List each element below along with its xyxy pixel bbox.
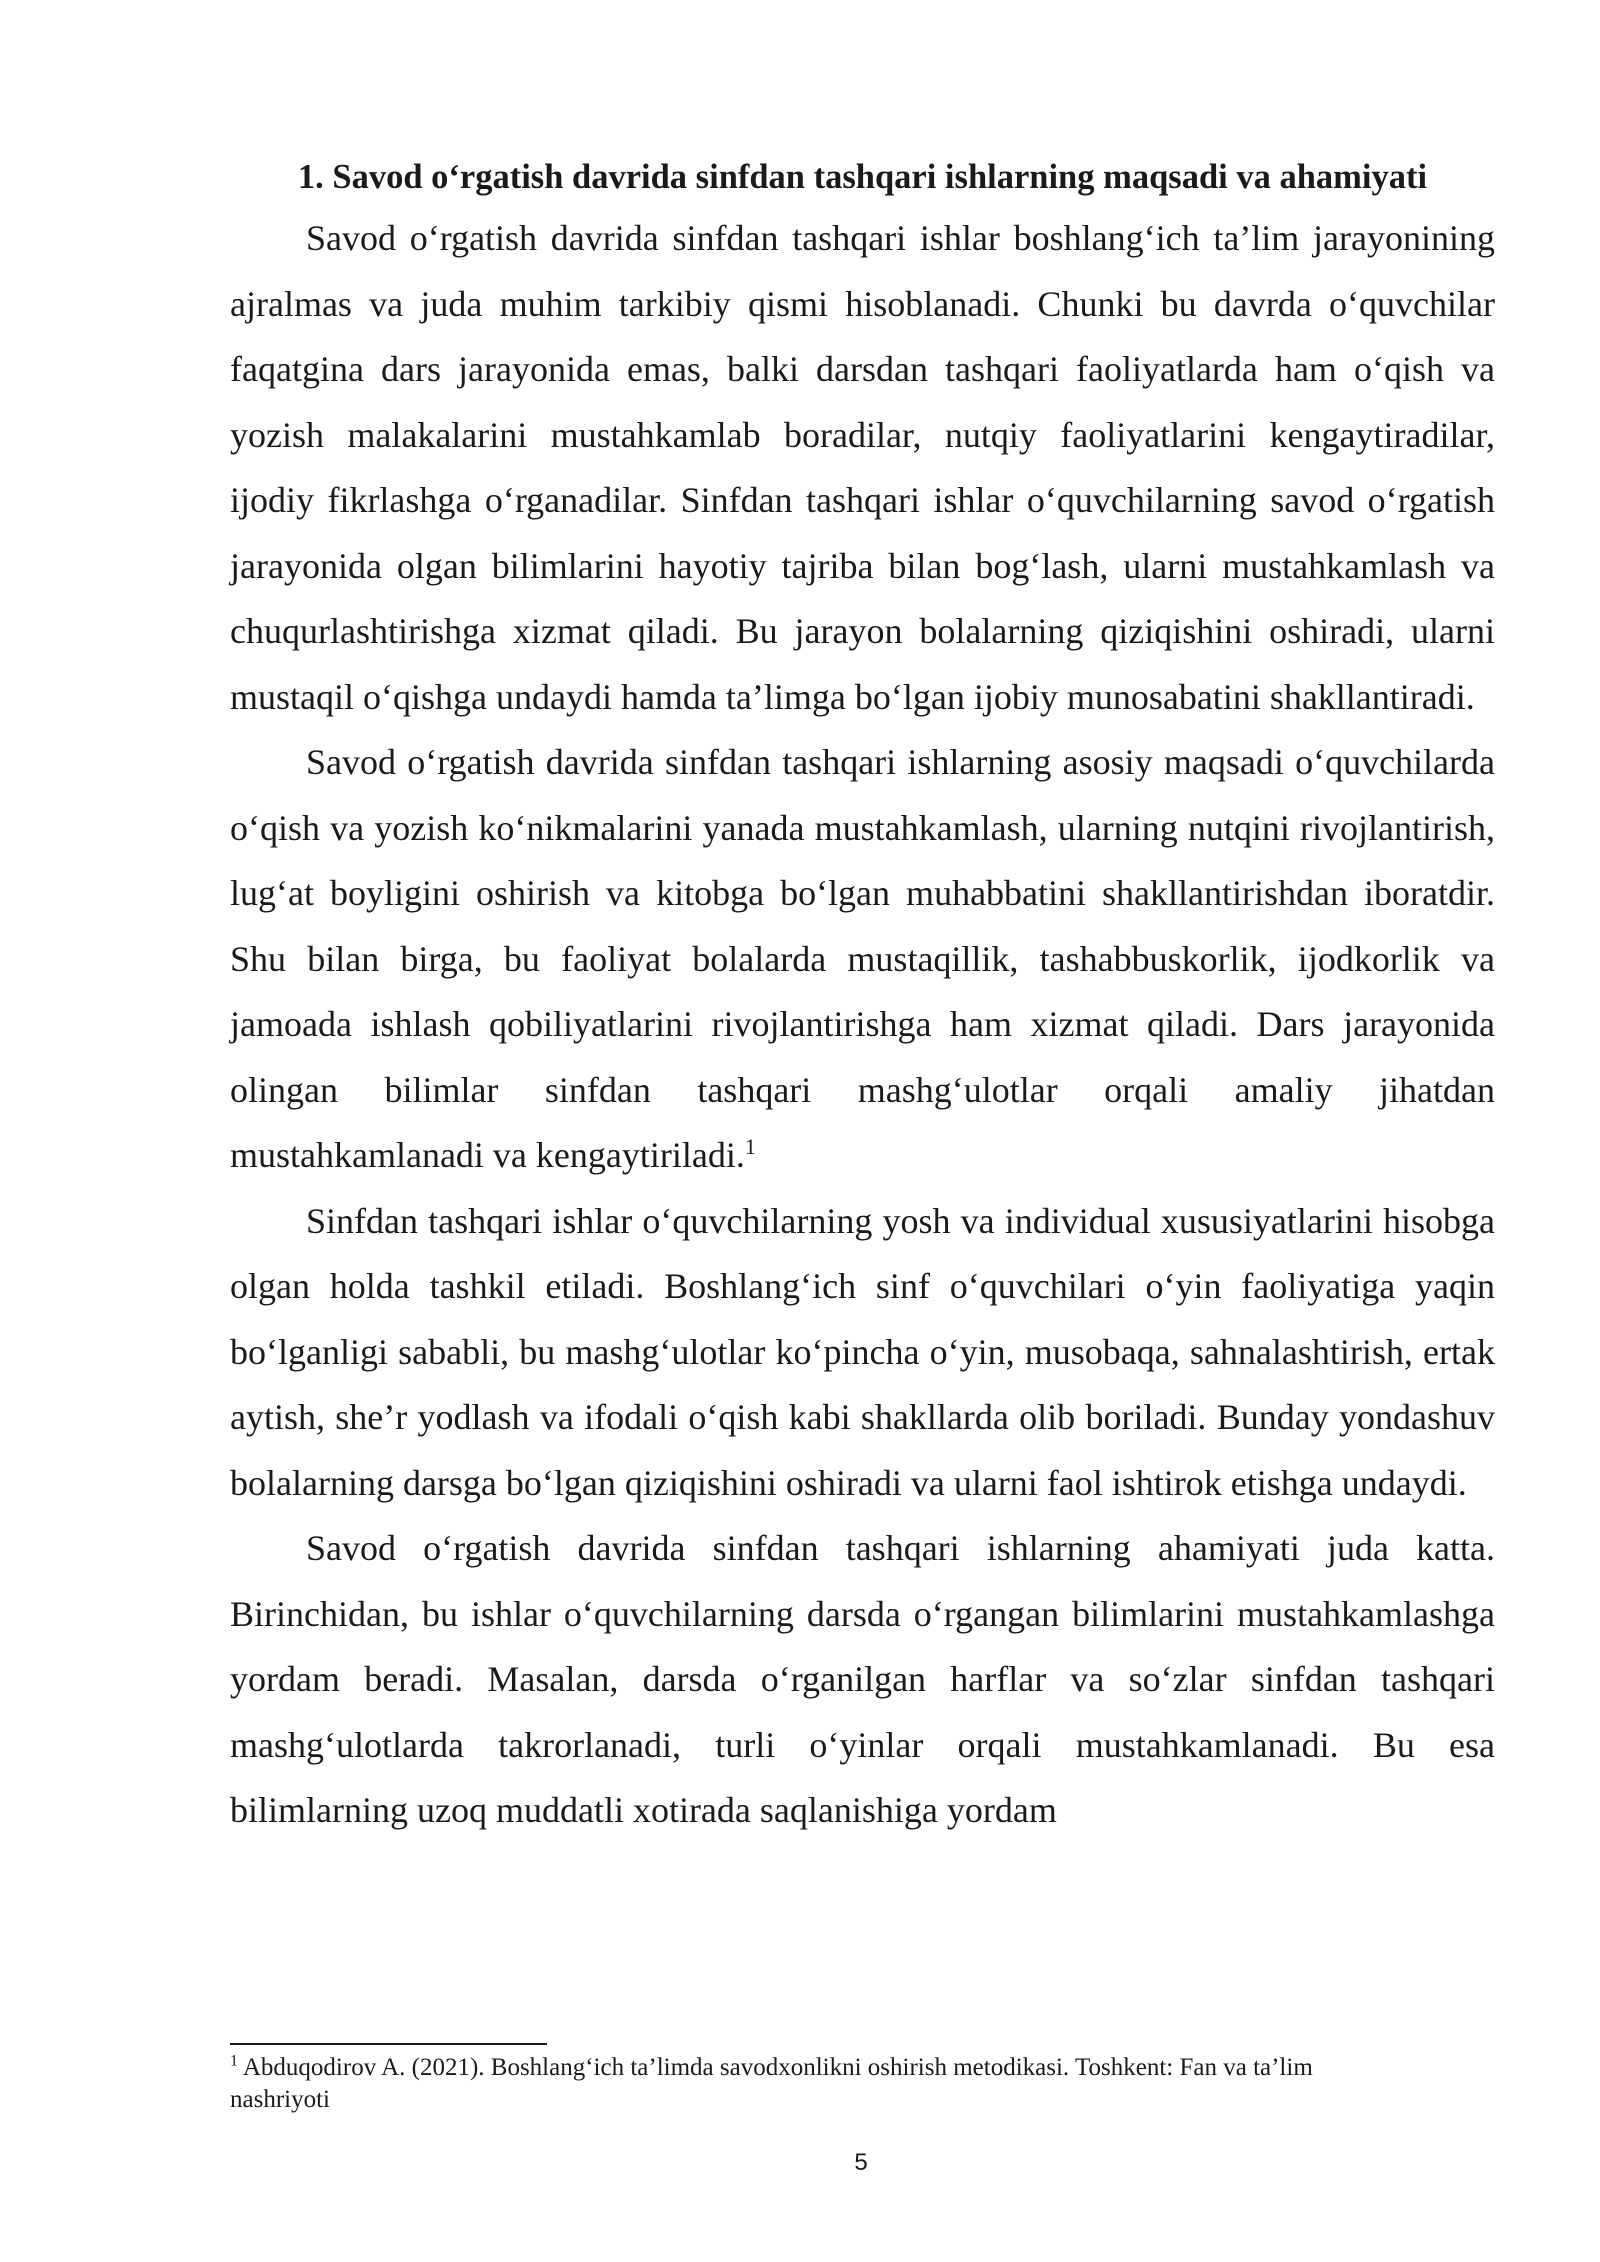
paragraph-4: Savod o‘rgatish davrida sinfdan tashqari ishlarning ahamiyati juda katta. Birinchidan, bu ishlar o‘quvchilarning darsda o‘rgangan bilimlarini mustahkamlashga yordam beradi. Masalan, darsda o‘rganilgan harflar va so‘zlar sinfdan tashqari mashg‘ulotlarda takrorlanadi, turli o‘yinlar orqali mustahkamlanadi. Bu esa bilimlarning uzoq muddatli xotirada saqlanishiga yordam [230,1528,1495,1830]
paragraph-1: Savod o‘rgatish davrida sinfdan tashqari ishlar boshlang‘ich ta’lim jarayonining ajralmas va juda muhim tarkibiy qismi hisoblanadi. Chunki bu davrda o‘quvchilar faqatgina dars jarayonida emas, balki darsdan tashqari faoliyatlarda ham o‘qish va yozish malakalarini mustahkamlab boradilar, nutqiy faoliyatlarini kengaytiradilar, ijodiy fikrlashga o‘rganadilar. Sinfdan tashqari ishlar o‘quvchilarning savod o‘rgatish jarayonida olgan bilimlarini hayotiy tajriba bilan bog‘lash, ularni mustahkamlash va chuqurlashtirishga xizmat qiladi. Bu jarayon bolalarning qiziqishini oshiradi, ularni mustaqil o‘qishga undaydi hamda ta’limga bo‘lgan ijobiy munosabatini shakllantiradi. [230,218,1495,717]
footnote [230,2052,1410,2116]
footnote-mark: 1 [230,2052,238,2070]
section-heading: 1. Savod o‘rgatish davrida sinfdan tashqari ishlarning maqsadi va ahamiyati [297,158,1428,196]
paragraph-2-text: Savod o‘rgatish davrida sinfdan tashqari ishlarning asosiy maqsadi o‘quvchilarda o‘qish va yozish ko‘nikmalarini yanada mustahkamlash, ularning nutqini rivojlantirish, lug‘at boyligini oshirish va kitobga bo‘lgan muhabbatini shakllantirishdan iboratdir. Shu bilan birga, bu faoliyat bolalarda mustaqillik, tashabbuskorlik, ijodkorlik va jamoada ishlash qobiliyatlarini rivojlantirishga ham xizmat qiladi. Dars jarayonida olingan bilimlar sinfdan tashqari mashg‘ulotlar orqali amaliy jihatdan mustahkamlanadi va kengaytiriladi. [230,742,1495,1175]
footnote-text: Abduqodirov A. (2021). Boshlang‘ich ta’limda savodxonlikni oshirish metodikasi. Toshkent: Fan va ta’lim nashriyoti [230,2054,1313,2113]
footnote-separator [230,2043,547,2045]
paragraph-2 [230,730,1495,1189]
paragraph-3: Sinfdan tashqari ishlar o‘quvchilarning yosh va individual xususiyatlarini hisobga olgan holda tashkil etiladi. Boshlang‘ich sinf o‘quvchilari o‘yin faoliyatiga yaqin bo‘lganligi sababli, bu mashg‘ulotlar ko‘pincha o‘yin, musobaqa, sahnalashtirish, ertak aytish, she’r yodlash va ifodali o‘qish kabi shakllarda olib boriladi. Bunday yondashuv bolalarning darsga bo‘lgan qiziqishini oshiradi va ularni faol ishtirok etishga undaydi. [230,1200,1495,1503]
footnote-reference[interactable]: 1 [744,1134,756,1159]
body-text [230,148,1495,1844]
page-number: 5 [854,2149,868,2176]
